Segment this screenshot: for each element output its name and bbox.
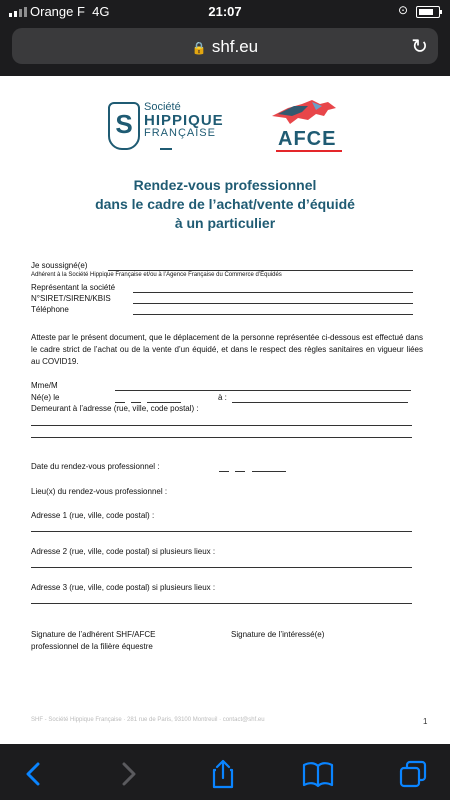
field-line-address-1 [31,425,412,426]
shf-logo-text: Société HIPPIQUE FRANÇAISE [144,101,224,139]
label-representant: Représentant la société [31,283,116,292]
label-lieu-rdv: Lieu(x) du rendez-vous professionnel : [31,487,168,496]
field-line-adresse-3 [31,603,412,604]
url-text: shf.eu [211,37,259,56]
url-display[interactable] [12,37,438,57]
label-adresse-1: Adresse 1 (rue, ville, code postal) : [31,511,155,520]
rotation-lock-icon: ⊙ [398,3,409,17]
battery-icon [416,6,440,18]
attestation-text: Atteste par le présent document, que le déplacement de la personne représentée ci-dessous est effectué dans le cadre strict de l’achat ou de la vente d’un équidé, et dans le respect des règles sanitaires en vigueur liées au COVID19. [31,333,423,366]
clock: 21:07 [208,4,242,19]
forward-icon[interactable] [108,758,148,790]
label-ne-le: Né(e) le [31,393,60,402]
afce-logo-text: AFCE [278,128,337,150]
browser-toolbar [0,748,450,800]
label-signature-interesse: Signature de l’intéressé(e) [231,630,325,639]
field-line-telephone [133,314,413,315]
field-line-adresse-2 [31,567,412,568]
field-line-name [115,390,411,391]
field-line-birth-day [115,402,125,403]
field-line-address-2 [31,437,412,438]
back-icon[interactable] [14,758,54,790]
field-line-representant [133,292,413,293]
bookmarks-icon[interactable] [298,758,338,790]
shf-logo-icon: S [108,102,140,150]
label-adresse-3: Adresse 3 (rue, ville, code postal) si plusieurs lieux : [31,583,216,592]
label-adherent-note: Adhérent à la Société Hippique Française et/ou à l’Agence Française du Commerce d’Équidés [31,272,282,278]
tabs-icon[interactable] [393,758,433,790]
label-adresse-2: Adresse 2 (rue, ville, code postal) si plusieurs lieux : [31,547,216,556]
label-mme-m: Mme/M [31,381,58,390]
field-line-rdv-day [219,471,229,472]
label-signature-adherent-2: professionnel de la filière équestre [31,642,153,651]
label-siret: N°SIRET/SIREN/KBIS [31,294,111,303]
document-title: Rendez-vous professionnel dans le cadre de l’achat/vente d’équidé à un particulier [95,177,355,231]
document-footer: SHF - Société Hippique Française · 281 rue de Paris, 93100 Montreuil · contact@shf.eu [31,717,265,723]
label-a: à : [218,393,227,402]
field-line-soussigne [108,270,413,271]
label-signature-adherent-1: Signature de l’adhérent SHF/AFCE [31,630,156,639]
form-body [0,76,450,744]
field-line-birth-month [131,402,141,403]
page-number: 1 [423,717,428,726]
reload-icon[interactable]: ↻ [411,36,428,58]
status-bar [0,0,450,24]
label-soussigne: Je soussigné(e) [31,261,88,270]
label-telephone: Téléphone [31,305,69,314]
field-line-birthplace [232,402,408,403]
field-line-rdv-year [252,471,286,472]
carrier-label: Orange F 4G [30,4,110,19]
address-bar[interactable] [12,28,438,64]
web-page [0,76,450,744]
field-line-siret [133,303,413,304]
field-line-rdv-month [235,471,245,472]
field-line-adresse-1 [31,531,412,532]
label-date-rdv: Date du rendez-vous professionnel : [31,462,160,471]
field-line-birth-year [147,402,181,403]
share-icon[interactable] [203,758,243,790]
padlock-icon: 🔒 [191,41,207,55]
label-demeurant: Demeurant à l’adresse (rue, ville, code postal) : [31,404,199,413]
